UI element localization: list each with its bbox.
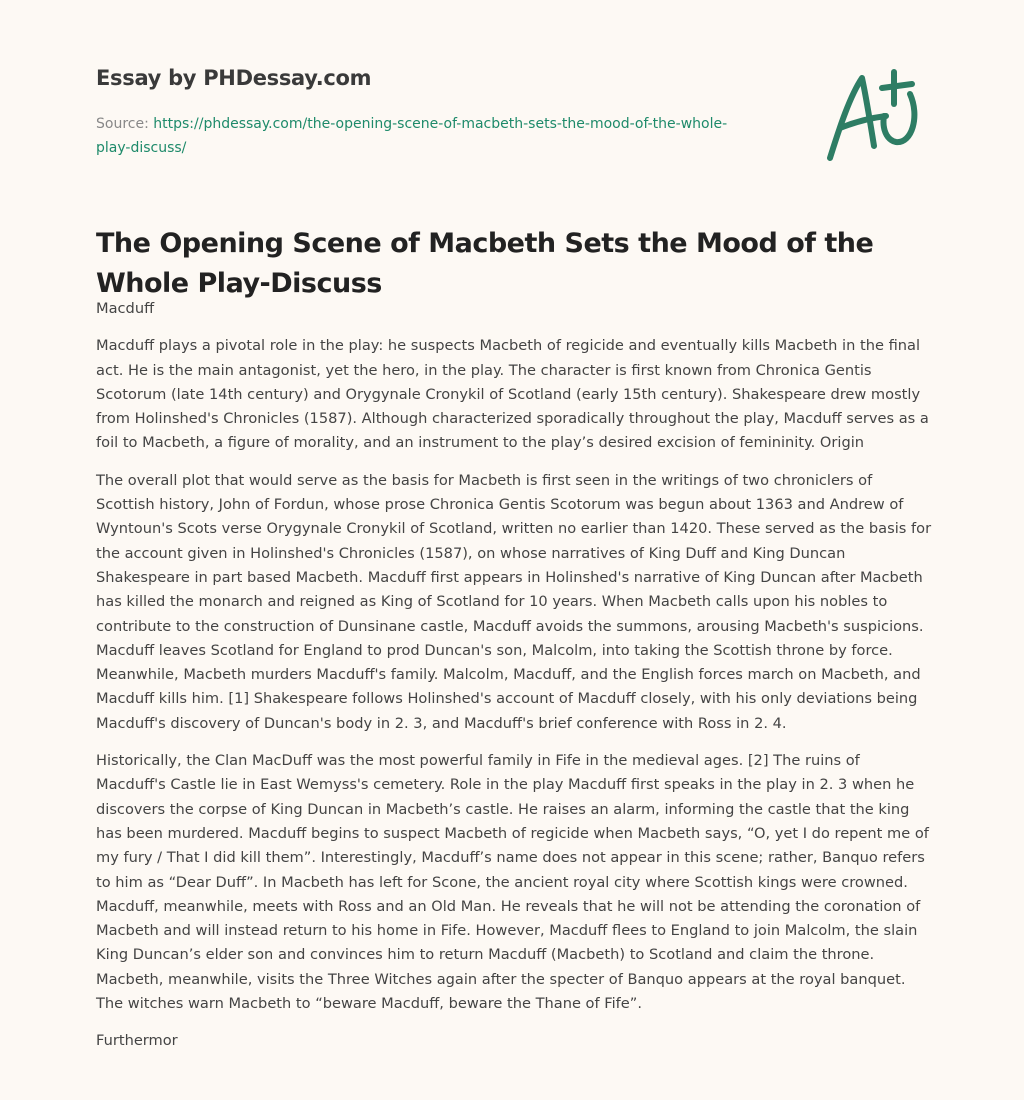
essay-body	[96, 297, 932, 1067]
paragraph: Historically, the Clan MacDuff was the most powerful family in Fife in the medieval ages. [2] The ruins of Macduff's Castle lie in East Wemyss's cemetery. Role in the play Macduff first speaks in the play in 2. 3 when he discovers the corpse of King Duncan in Macbeth’s castle. He raises an alarm, informing the castle that the king has been murdered. Macduff begins to suspect Macbeth of regicide when Macbeth says, “O, yet I do repent me of my fury / That I did kill them”. Interestingly, Macduff’s name does not appear in this scene; rather, Banquo refers to him as “Dear Duff”. In Macbeth has left for Scone, the ancient royal city where Scottish kings were crowned. Macduff, meanwhile, meets with Ross and an Old Man. He reveals that he will not be attending the coronation of Macbeth and will instead return to his home in Fife. However, Macduff flees to England to join Malcolm, the slain King Duncan’s elder son and convinces him to return Macduff (Macbeth) to Scotland and claim the throne. Macbeth, meanwhile, visits the Three Witches again after the specter of Banquo appears at the royal banquet. The witches warn Macbeth to “beware Macduff, beware the Thane of Fife”.	[96, 752, 929, 1013]
page-title: The Opening Scene of Macbeth Sets the Mood of the Whole Play-Discuss	[96, 228, 874, 299]
source-label: Source:	[96, 116, 154, 132]
section-heading: Macduff	[96, 300, 155, 317]
site-brand: Essay by PHDessay.com	[96, 66, 372, 90]
source-link[interactable]: https://phdessay.com/the-opening-scene-of-macbeth-sets-the-mood-of-the-whole-play-discuss/	[96, 116, 728, 156]
paragraph: Furthermor	[96, 1032, 178, 1050]
paragraph: The overall plot that would serve as the basis for Macbeth is first seen in the writings of two chroniclers of Scottish history, John of Fordun, whose prose Chronica Gentis Scotorum was begun about 1363 and Andrew of Wyntoun's Scots verse Orygynale Cronykil of Scotland, written no earlier than 1420. These served as the basis for the account given in Holinshed's Chronicles (1587), on whose narratives of King Duff and King Duncan Shakespeare in part based Macbeth. Macduff first appears in Holinshed's narrative of King Duncan after Macbeth has killed the monarch and reigned as King of Scotland for 10 years. When Macbeth calls upon his nobles to contribute to the construction of Dunsinane castle, Macduff avoids the summons, arousing Macbeth's suspicions. Macduff leaves Scotland for England to prod Duncan's son, Malcolm, into taking the Scottish throne by force. Meanwhile, Macbeth murders Macduff's family. Malcolm, Macduff, and the English forces march on Macbeth, and Macduff kills him. [1] Shakespeare follows Holinshed's account of Macduff closely, with his only deviations being Macduff's discovery of Duncan's body in 2. 3, and Macduff's brief conference with Ross in 2. 4.	[96, 471, 932, 732]
a-plus-logo-icon	[820, 66, 930, 166]
source-line	[96, 112, 736, 160]
paragraph: Macduff plays a pivotal role in the play: he suspects Macbeth of regicide and eventually kills Macbeth in the final act. He is the main antagonist, yet the hero, in the play. The character is first known from Chronica Gentis Scotorum (late 14th century) and Orygynale Cronykil of Scotland (early 15th century). Shakespeare drew mostly from Holinshed's Chronicles (1587). Although characterized sporadically throughout the play, Macduff serves as a foil to Macbeth, a figure of morality, and an instrument to the play’s desired excision of femininity. Origin	[96, 337, 929, 452]
